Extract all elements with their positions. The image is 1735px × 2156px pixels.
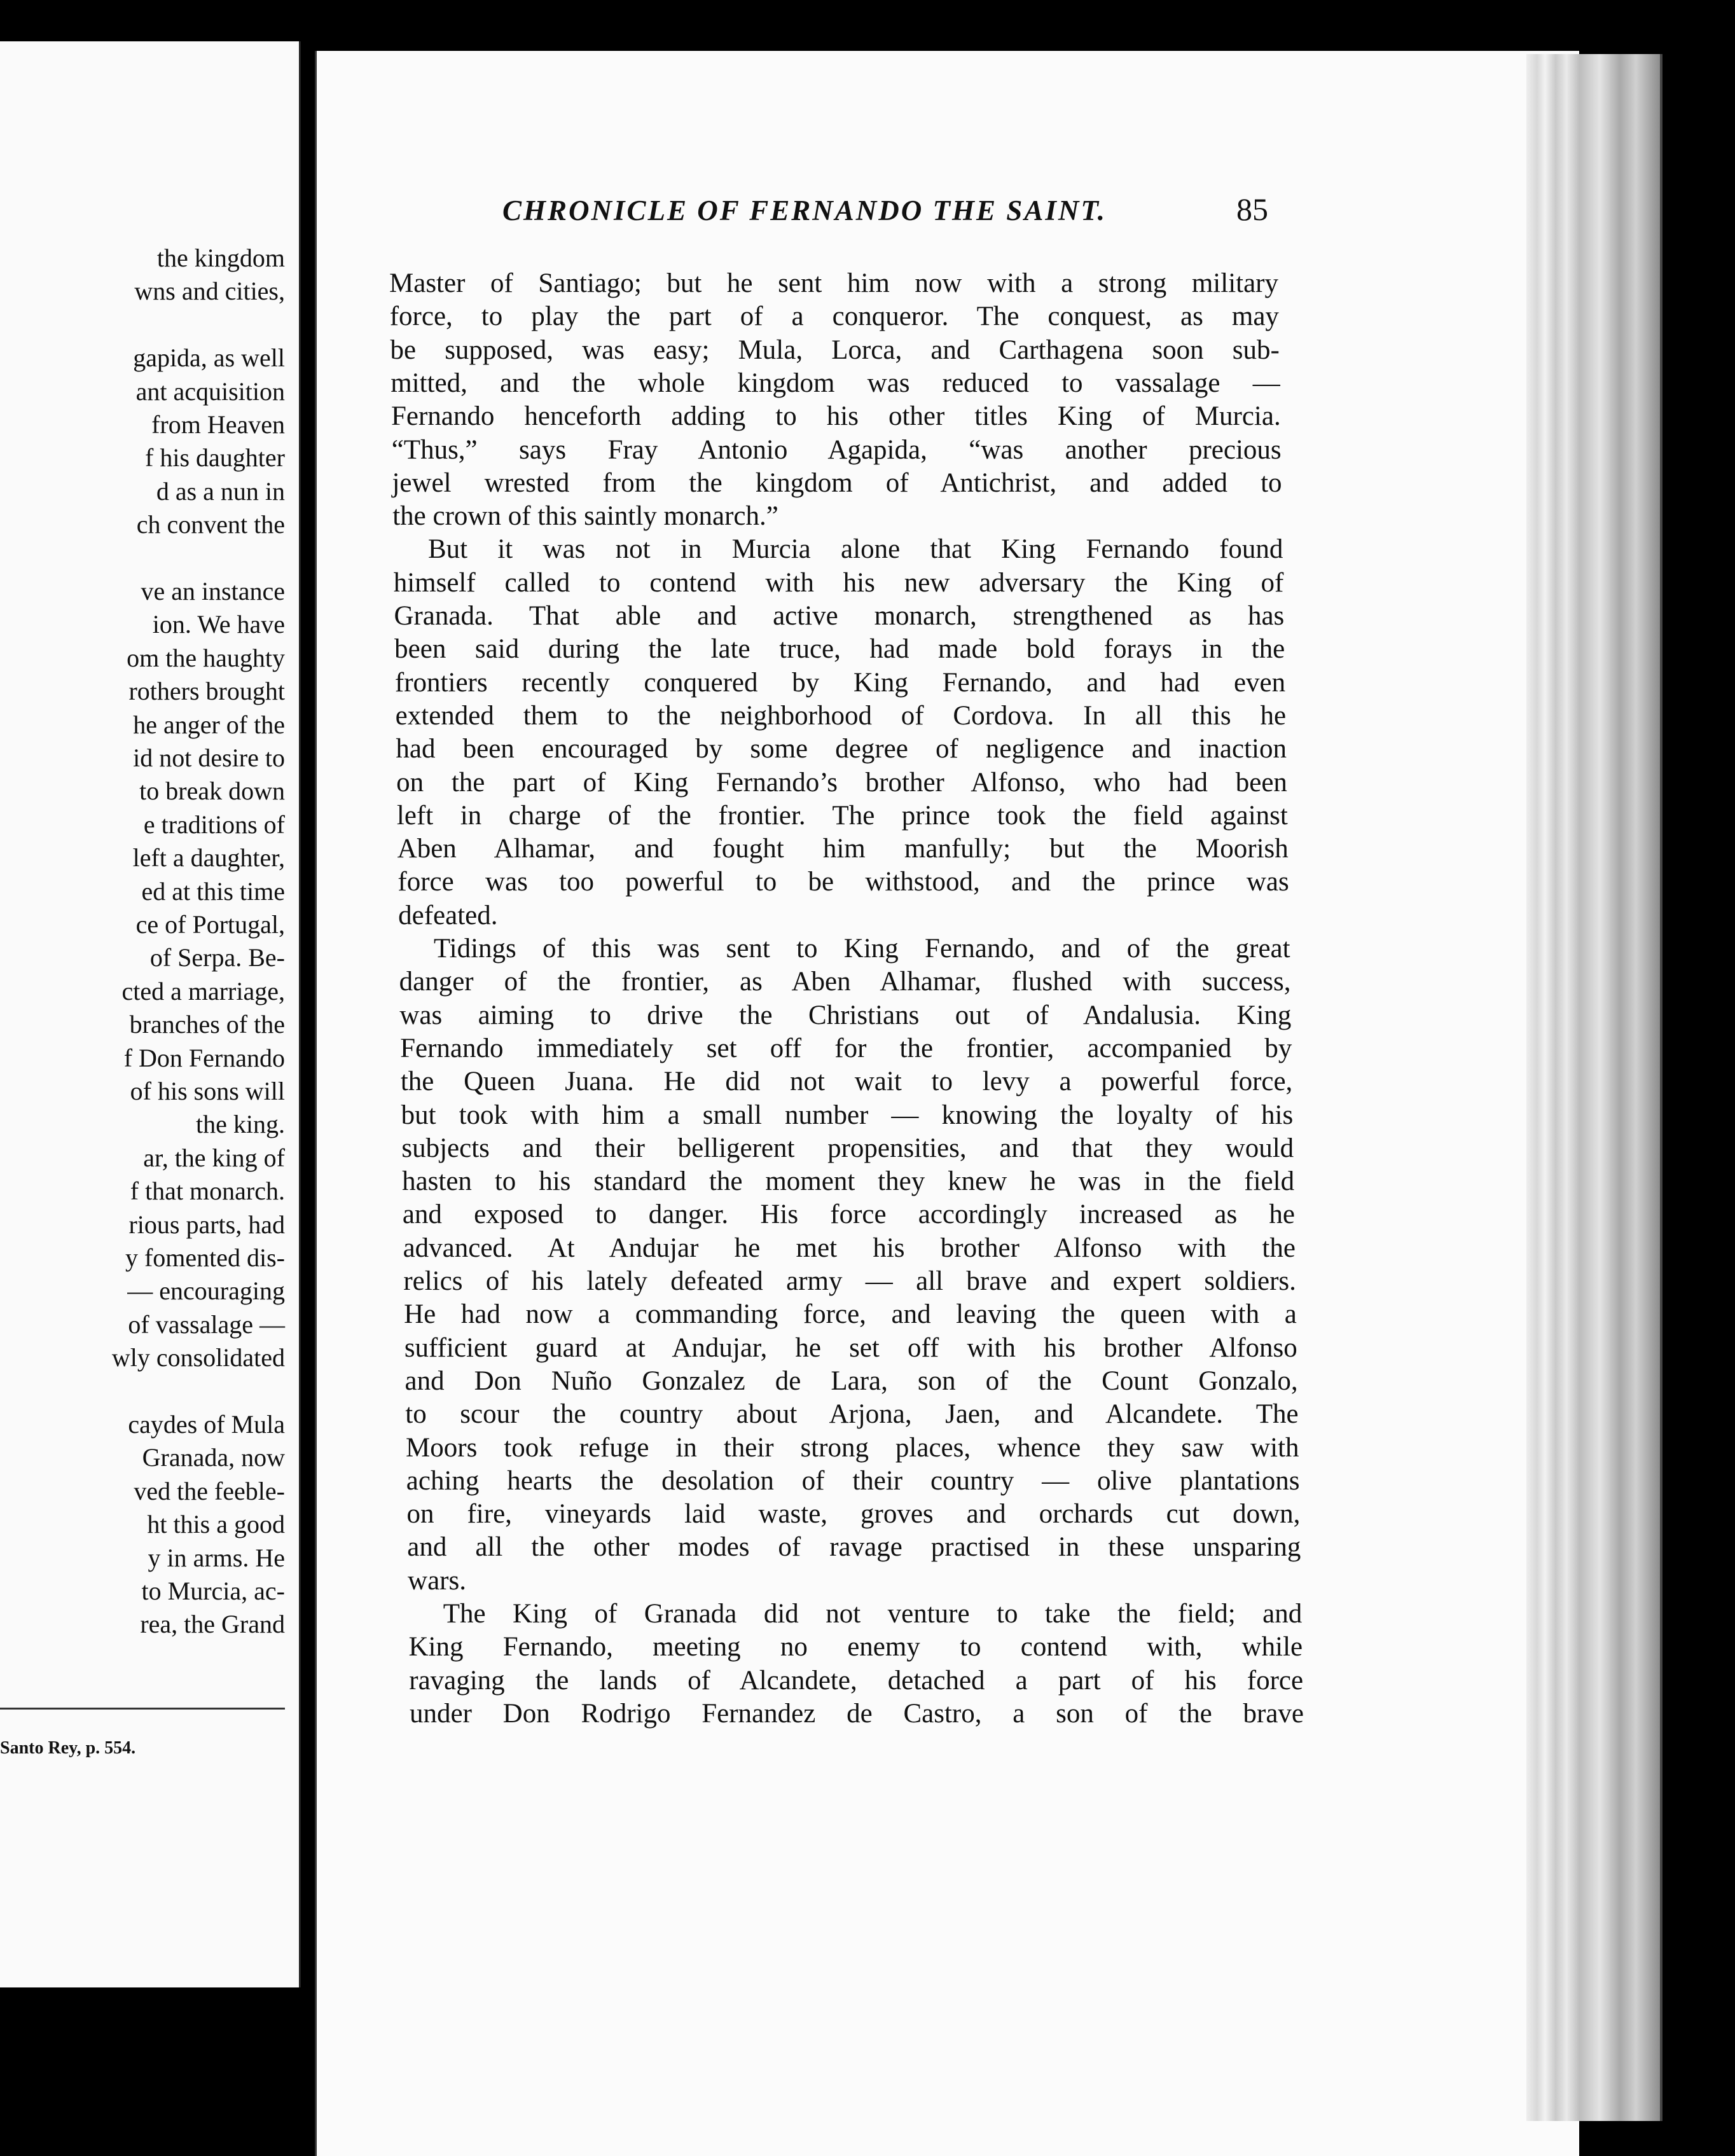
text-line: But it was not in Murcia alone that King Fernando found [427,534,1283,565]
text-line: and exposed to danger. His force accordingly increased as he [402,1199,1296,1230]
text-line: been said during the late truce, had made bold forays in the [394,634,1285,665]
text-line: had been encouraged by some degree of negligence and inaction [396,734,1287,764]
left-text-line: f his daughter [145,443,285,473]
left-text-line: ant acquisition [135,377,285,406]
left-text-line: of his sons will [130,1077,285,1105]
left-text-line: y in arms. He [148,1543,285,1572]
left-text-line: ar, the king of [143,1143,285,1172]
left-text-line: e traditions of [143,810,285,839]
left-text-line: id not desire to [133,743,285,772]
left-text-line: ve an instance [141,577,285,605]
left-text-line: of vassalage — [128,1309,285,1339]
text-line: advanced. At Andujar he met his brother Alfonso with the [403,1233,1296,1263]
left-text-line: to Murcia, ac- [141,1577,285,1605]
left-text-line: Granada, now [142,1443,285,1472]
text-line: defeated. [398,900,498,930]
left-text-line: f that monarch. [130,1177,285,1206]
left-text-line: cted a marriage, [121,976,285,1005]
left-text-line: rea, the Grand [140,1610,285,1639]
left-text-line: he anger of the [133,710,285,739]
text-line: Fernando henceforth adding to his other titles King of Murcia. [391,401,1281,432]
page-edges [1526,54,1662,2121]
left-text-line: f Don Fernando [123,1043,285,1072]
left-text-line: ed at this time [141,876,285,906]
text-line: “Thus,” says Fray Antonio Agapida, “was another precious [391,434,1282,465]
text-line: jewel wrested from the kingdom of Antichrist, and added to [392,467,1282,498]
left-footnote: Santo Rey, p. 554. [0,1738,136,1758]
text-line: wars. [408,1565,466,1596]
text-line: The King of Granada did not venture to take the field; and [443,1599,1303,1629]
left-text-line: wly consolidated [111,1343,285,1372]
running-head: CHRONICLE OF FERNANDO THE SAINT. [502,195,1107,226]
text-line: himself called to contend with his new adversary the King of [393,567,1284,598]
left-text-line: left a daughter, [132,843,285,873]
left-text-line: ht this a good [147,1510,285,1539]
text-line: on the part of King Fernando’s brother Alfonso, who had been [396,767,1287,798]
text-line: Granada. That able and active monarch, strengthened as has [394,601,1285,631]
text-line: danger of the frontier, as Aben Alhamar, flushed with success, [399,967,1291,997]
text-line: frontiers recently conquered by King Fernando, and had even [394,667,1286,698]
left-text-line: branches of the [129,1010,285,1039]
left-text-line: the king. [196,1110,285,1139]
left-text-line: of Serpa. Be- [149,943,285,972]
text-line: Tidings of this was sent to King Fernando, and of the great [433,934,1290,964]
text-line: the Queen Juana. He did not wait to levy a powerful force, [400,1067,1293,1097]
text-line: Moors took refuge in their strong places, whence they saw with [406,1432,1299,1463]
left-text-line: om the haughty [127,643,285,672]
left-text-line: d as a nun in [156,476,285,506]
left-text-line: the kingdom [156,244,285,272]
left-text-line: — encouraging [127,1276,285,1306]
left-text-line: gapida, as well [133,343,285,373]
text-line: mitted, and the whole kingdom was reduced to vassalage — [391,368,1280,398]
text-line: force was too powerful to be withstood, and the prince was [397,867,1289,897]
text-line: hasten to his standard the moment they knew he was in the field [402,1166,1295,1197]
left-text-line: ion. We have [152,610,285,639]
text-line: relics of his lately defeated army — all brave and expert soldiers. [403,1266,1296,1296]
text-line: but took with him a small number — knowing the loyalty of his [401,1100,1294,1130]
left-page [0,41,301,1987]
text-line: the crown of this saintly monarch.” [392,501,778,532]
text-line: King Fernando, meeting no enemy to contend with, while [408,1632,1303,1662]
left-text-line: to break down [139,777,285,806]
page-number: 85 [1236,191,1268,227]
text-line: on fire, vineyards laid waste, groves and orchards cut down, [406,1499,1301,1530]
text-line: under Don Rodrigo Fernandez de Castro, a son of the brave [410,1698,1304,1729]
text-line: Master of Santiago; but he sent him now with a strong military [389,268,1278,298]
left-text-line: rious parts, had [128,1210,285,1239]
left-text-line: ved the feeble- [134,1476,285,1505]
text-line: Fernando immediately set off for the frontier, accompanied by [400,1033,1292,1063]
left-text-line: caydes of Mula [128,1410,285,1439]
text-line: and Don Nuño Gonzalez de Lara, son of the Count Gonzalo, [404,1365,1298,1396]
text-line: to scour the country about Arjona, Jaen, and Alcandete. The [405,1399,1299,1430]
text-line: sufficient guard at Andujar, he set off with his brother Alfonso [404,1332,1297,1363]
text-line: ravaging the lands of Alcandete, detached a part of his force [409,1665,1304,1696]
text-line: Aben Alhamar, and fought him manfully; but the Moorish [397,834,1289,864]
text-line: force, to play the part of a conqueror. The conquest, as may [389,301,1279,332]
footnote-rule [0,1708,285,1710]
left-text-line: y fomented dis- [125,1243,285,1272]
text-line: subjects and their belligerent propensities, and that they would [401,1133,1294,1163]
left-text-line: ch convent the [136,510,285,539]
text-line: extended them to the neighborhood of Cordova. In all this he [395,700,1287,731]
text-line: aching hearts the desolation of their country — olive plantations [406,1465,1300,1496]
text-line: left in charge of the frontier. The prince took the field against [396,800,1288,831]
text-line: was aiming to drive the Christians out of Andalusia. King [399,1000,1292,1030]
left-text-line: from Heaven [151,410,285,439]
left-text-line: wns and cities, [134,277,285,306]
left-text-line: rothers brought [128,677,285,706]
left-text-line: ce of Portugal, [135,910,285,939]
text-line: and all the other modes of ravage practised in these unsparing [407,1532,1301,1563]
text-line: He had now a commanding force, and leaving the queen with a [404,1299,1297,1330]
text-line: be supposed, was easy; Mula, Lorca, and Carthagena soon sub- [390,335,1280,365]
